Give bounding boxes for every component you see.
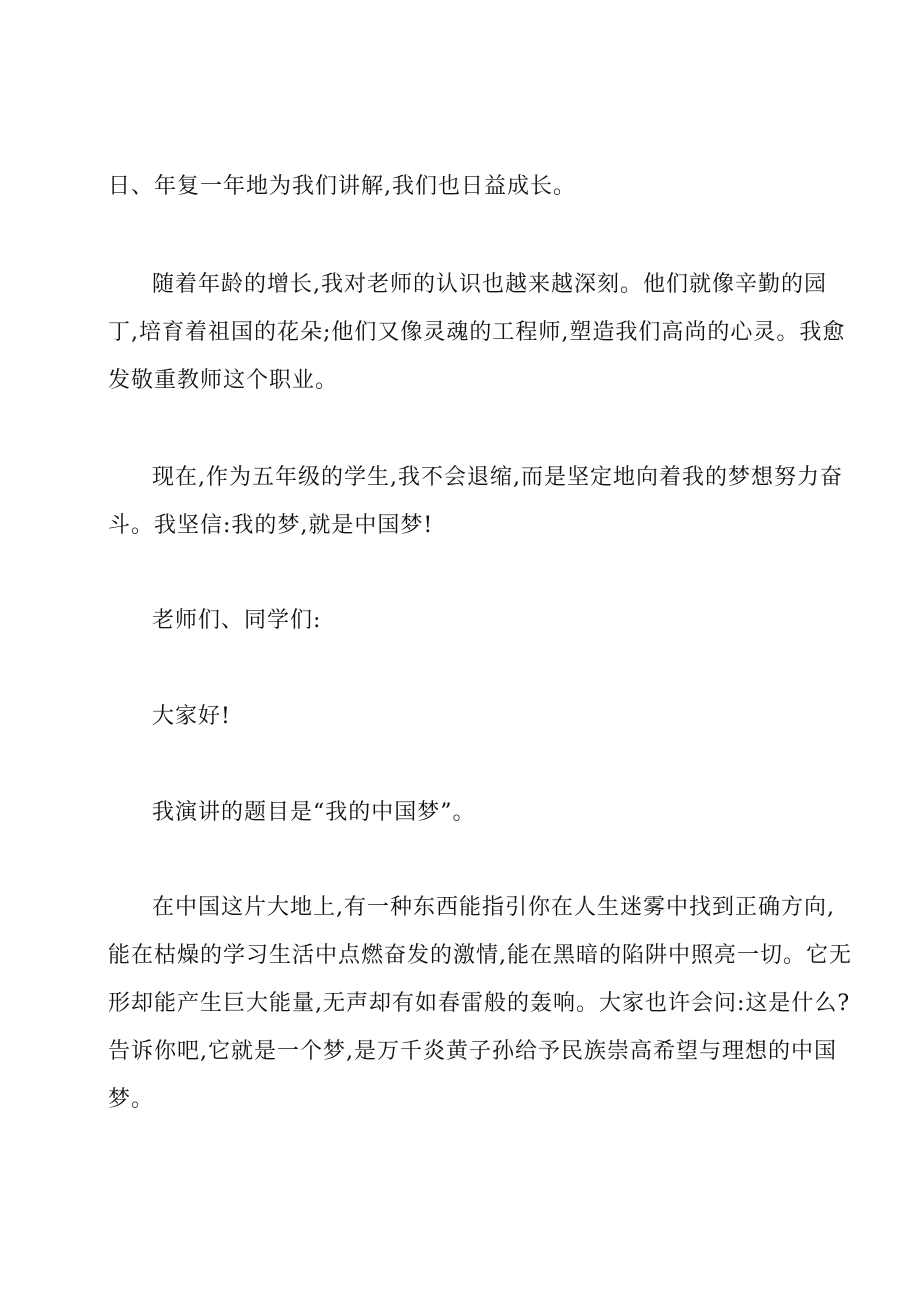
text-line: 梦。: [108, 1087, 155, 1112]
text-line: 能在枯燥的学习生活中点燃奋发的激情,能在黑暗的陷阱中照亮一切。它无: [108, 943, 852, 968]
text-line: 老师们、同学们:: [152, 608, 322, 633]
text-line: 随着年龄的增长,我对老师的认识也越来越深刻。他们就像辛勤的园: [152, 272, 827, 297]
text-line: 告诉你吧,它就是一个梦,是万千炎黄子孙给予民族崇高希望与理想的中国: [108, 1039, 837, 1064]
text-line: 形却能产生巨大能量,无声却有如春雷般的轰响。大家也许会问:这是什么?: [108, 991, 851, 1016]
text-line: 我演讲的题目是“我的中国梦”。: [152, 800, 476, 825]
text-line: 大家好!: [152, 704, 231, 729]
text-line: 丁,培育着祖国的花朵;他们又像灵魂的工程师,塑造我们高尚的心灵。我愈: [108, 320, 846, 345]
text-line: 斗。我坚信:我的梦,就是中国梦!: [108, 513, 434, 538]
text-line: 现在,作为五年级的学生,我不会退缩,而是坚定地向着我的梦想努力奋: [152, 465, 843, 490]
text-line: 日、年复一年地为我们讲解,我们也日益成长。: [108, 174, 576, 199]
text-line: 发敬重教师这个职业。: [108, 368, 339, 393]
text-line: 在中国这片大地上,有一种东西能指引你在人生迷雾中找到正确方向,: [152, 895, 835, 920]
